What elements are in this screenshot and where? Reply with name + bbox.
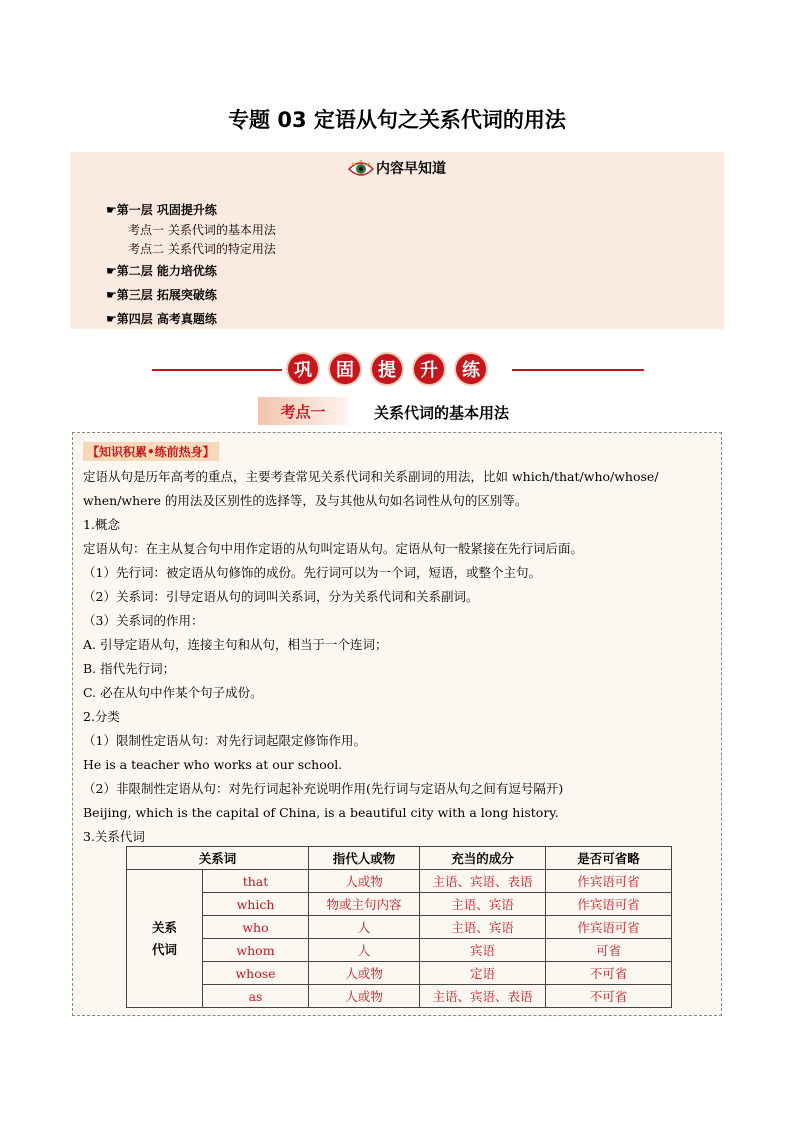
text-line: 1.概念 bbox=[83, 517, 120, 532]
table-cell: whose bbox=[203, 962, 309, 985]
banner-char: 巩 bbox=[286, 352, 320, 386]
table-cell: 人或物 bbox=[309, 870, 420, 893]
table-header-cell: 是否可省略 bbox=[546, 847, 672, 870]
table-cell: 作宾语可省 bbox=[546, 870, 672, 893]
table-cell: whom bbox=[203, 939, 309, 962]
text-line: （1）限制性定语从句：对先行词起限定修饰作用。 bbox=[83, 733, 366, 748]
banner-char: 提 bbox=[370, 352, 404, 386]
table-header-cell: 关系词 bbox=[127, 847, 309, 870]
text-line: （2）关系词：引导定语从句的词叫关系词，分为关系代词和关系副词。 bbox=[83, 589, 479, 604]
table-cell: 作宾语可省 bbox=[546, 916, 672, 939]
eye-icon bbox=[348, 160, 374, 178]
table-cell: 物或主句内容 bbox=[309, 893, 420, 916]
table-cell: 主语、宾语、表语 bbox=[420, 985, 546, 1008]
toc-heading-label: 内容早知道 bbox=[376, 161, 446, 177]
table-header-cell: 充当的成分 bbox=[420, 847, 546, 870]
banner-char: 练 bbox=[454, 352, 488, 386]
knowledge-box bbox=[72, 432, 722, 1016]
table-row bbox=[127, 916, 672, 939]
text-line: 2.分类 bbox=[83, 709, 120, 724]
table-header-cell: 指代人或物 bbox=[309, 847, 420, 870]
section-tag: 考点一 bbox=[258, 397, 348, 425]
table-cell: 主语、宾语 bbox=[420, 893, 546, 916]
table-cell: 不可省 bbox=[546, 962, 672, 985]
table-cell: 可省 bbox=[546, 939, 672, 962]
toc-item-point2[interactable]: 考点二 关系代词的特定用法 bbox=[128, 242, 276, 256]
toc-item-layer2[interactable]: ☛第二层 能力培优练 bbox=[106, 264, 217, 278]
text-line: 定语从句是历年高考的重点，主要考查常见关系代词和关系副词的用法，比如 which/that/who/whose/ bbox=[83, 469, 659, 484]
toc-item-layer4[interactable]: ☛第四层 高考真题练 bbox=[106, 312, 217, 326]
text-line: 3.关系代词 bbox=[83, 829, 145, 844]
table-cell: 不可省 bbox=[546, 985, 672, 1008]
table-cell: 主语、宾语 bbox=[420, 916, 546, 939]
relative-pronoun-table bbox=[126, 846, 672, 1008]
table-cell: 宾语 bbox=[420, 939, 546, 962]
text-line: （1）先行词：被定语从句修饰的成份。先行词可以为一个词，短语，或整个主句。 bbox=[83, 565, 541, 580]
section-banner bbox=[286, 352, 488, 386]
table-row bbox=[127, 985, 672, 1008]
banner-line-left bbox=[152, 369, 282, 371]
table-cell: 人或物 bbox=[309, 985, 420, 1008]
text-line: when/where 的用法及区别性的选择等，及与其他从句如名词性从句的区别等。 bbox=[83, 493, 528, 508]
table-row bbox=[127, 939, 672, 962]
banner-char: 升 bbox=[412, 352, 446, 386]
table-category-cell: 关系 代词 bbox=[127, 870, 203, 1008]
table-row bbox=[127, 870, 672, 893]
table-cell: 定语 bbox=[420, 962, 546, 985]
table-row bbox=[127, 893, 672, 916]
banner-line-right bbox=[512, 369, 644, 371]
table-cell: 主语、宾语、表语 bbox=[420, 870, 546, 893]
table-cell: 人 bbox=[309, 916, 420, 939]
table-cell: 作宾语可省 bbox=[546, 893, 672, 916]
knowledge-badge: 【知识积累•练前热身】 bbox=[83, 442, 219, 461]
text-line: B. 指代先行词； bbox=[83, 661, 176, 676]
text-line: （3）关系词的作用： bbox=[83, 613, 204, 628]
page-title: 专题 03 定语从句之关系代词的用法 bbox=[228, 108, 566, 132]
toc-heading bbox=[70, 158, 724, 178]
table-cell: as bbox=[203, 985, 309, 1008]
table-cell: who bbox=[203, 916, 309, 939]
text-line: （2）非限制性定语从句：对先行词起补充说明作用(先行词与定语从句之间有逗号隔开) bbox=[83, 781, 564, 796]
table-cell: 人或物 bbox=[309, 962, 420, 985]
table-row bbox=[127, 962, 672, 985]
table-cell: that bbox=[203, 870, 309, 893]
table-header-row bbox=[127, 847, 672, 870]
toc-item-layer3[interactable]: ☛第三层 拓展突破练 bbox=[106, 288, 217, 302]
banner-char: 固 bbox=[328, 352, 362, 386]
section-title: 关系代词的基本用法 bbox=[374, 404, 510, 422]
toc-item-point1[interactable]: 考点一 关系代词的基本用法 bbox=[128, 223, 276, 237]
text-line: Beijing, which is the capital of China, is a beautiful city with a long history. bbox=[83, 805, 559, 820]
text-line: C. 必在从句中作某个句子成份。 bbox=[83, 685, 263, 700]
text-line: A. 引导定语从句，连接主句和从句，相当于一个连词； bbox=[83, 637, 388, 652]
toc-panel bbox=[70, 152, 724, 329]
table-cell: which bbox=[203, 893, 309, 916]
text-line: 定语从句：在主从复合句中用作定语的从句叫定语从句。定语从句一般紧接在先行词后面。 bbox=[83, 541, 584, 556]
toc-item-layer1[interactable]: ☛第一层 巩固提升练 bbox=[106, 203, 217, 217]
table-cell: 人 bbox=[309, 939, 420, 962]
text-line: He is a teacher who works at our school. bbox=[83, 757, 343, 772]
